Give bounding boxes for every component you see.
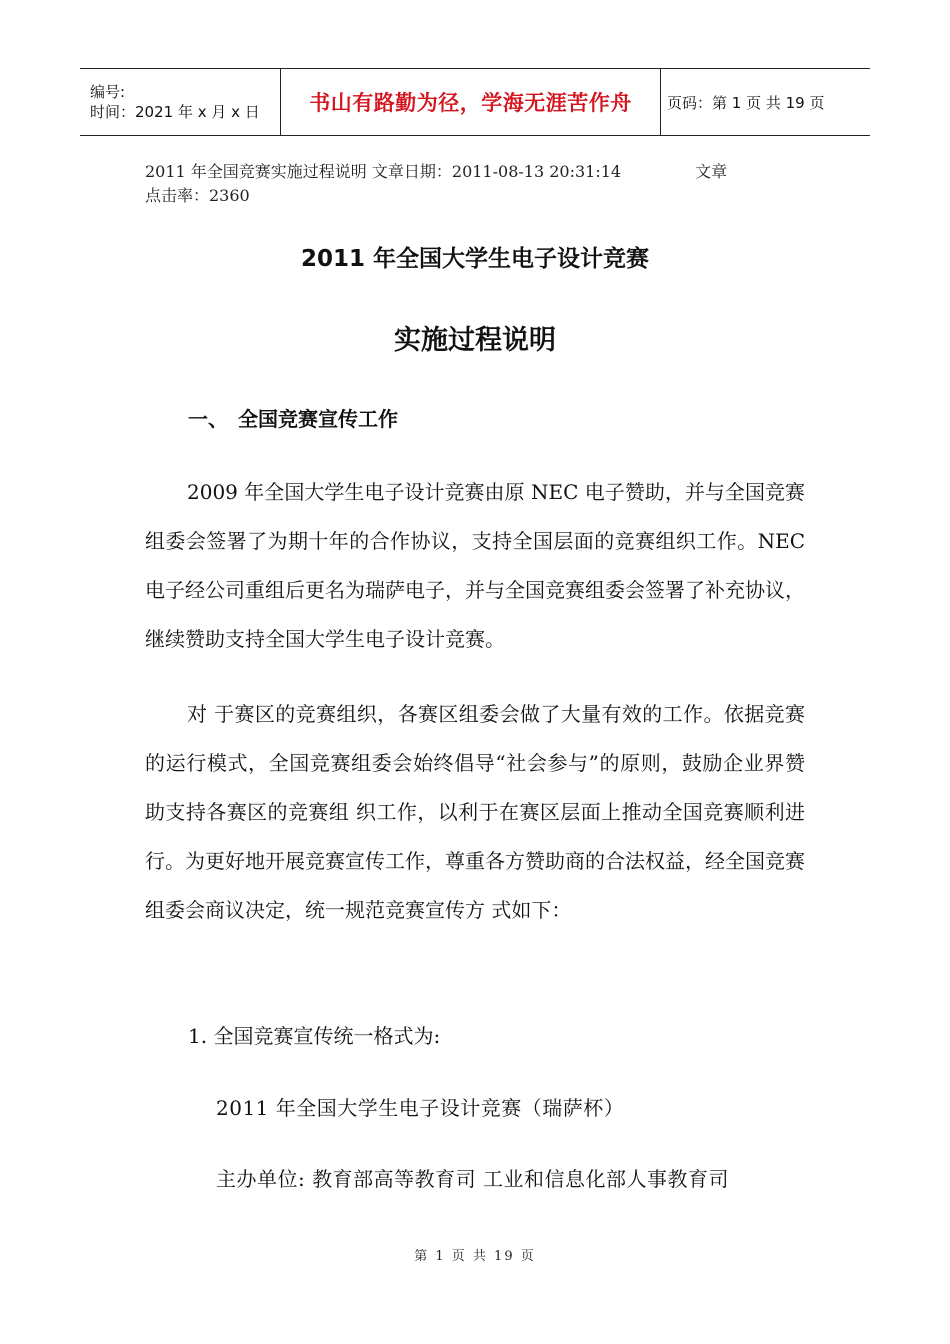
organizer-line: 主办单位: 教育部高等教育司 工业和信息化部人事教育司 (216, 1167, 729, 1191)
article-meta-line (145, 160, 805, 184)
section-heading (188, 403, 398, 432)
page-footer: 第 1 页 共 19 页 (414, 1249, 536, 1264)
document-subtitle: 实施过程说明 (394, 325, 556, 356)
document-title: 2011 年全国大学生电子设计竞赛 (300, 246, 650, 272)
article-meta-date: 2011 年全国竞赛实施过程说明 文章日期：2011-08-13 20:31:14 (145, 162, 622, 181)
header-page-cell (661, 69, 870, 135)
header-meta-cell (80, 69, 281, 135)
header-time-label: 时间：2021 年 x 月 x 日 (90, 103, 260, 121)
section-number: 一、 (188, 407, 228, 431)
header-page-info: 页码：第 1 页 共 19 页 (667, 93, 825, 112)
body-paragraph-2: 对 于赛区的竞赛组织，各赛区组委会做了大量有效的工作。依据竞赛的运行模式，全国竞赛组委会始终倡导“社会参与”的原则，鼓励企业界赞助支持各赛区的竞赛组 织工作，以利于在赛区层面上推动全国竞赛顺利进行。为更好地开展竞赛宣传工作，尊重各方赞助商的合法权益，经全国竞赛组委会商议决定，统一规范竞赛宣传方 式如下： (145, 702, 805, 922)
article-click-count: 点击率：2360 (145, 186, 250, 205)
document-header-table (80, 68, 870, 136)
body-paragraph-1: 2009 年全国大学生电子设计竞赛由原 NEC 电子赞助，并与全国竞赛组委会签署了为期十年的合作协议，支持全国层面的竞赛组织工作。NEC 电子经公司重组后更名为瑞萨电子，并与全国竞赛组委会签署了补充协议，继续赞助支持全国大学生电子设计竞赛。 (145, 480, 805, 651)
header-motto: 书山有路勤为径，学海无涯苦作舟 (309, 91, 632, 115)
competition-name-line: 2011 年全国大学生电子设计竞赛（瑞萨杯） (216, 1096, 625, 1120)
list-item-format: 1. 全国竞赛宣传统一格式为: (188, 1024, 441, 1048)
header-number-label: 编号: (90, 83, 126, 101)
section-title: 全国竞赛宣传工作 (238, 407, 398, 431)
header-motto-cell (281, 69, 661, 135)
article-meta-tail: 文章 (695, 162, 728, 181)
